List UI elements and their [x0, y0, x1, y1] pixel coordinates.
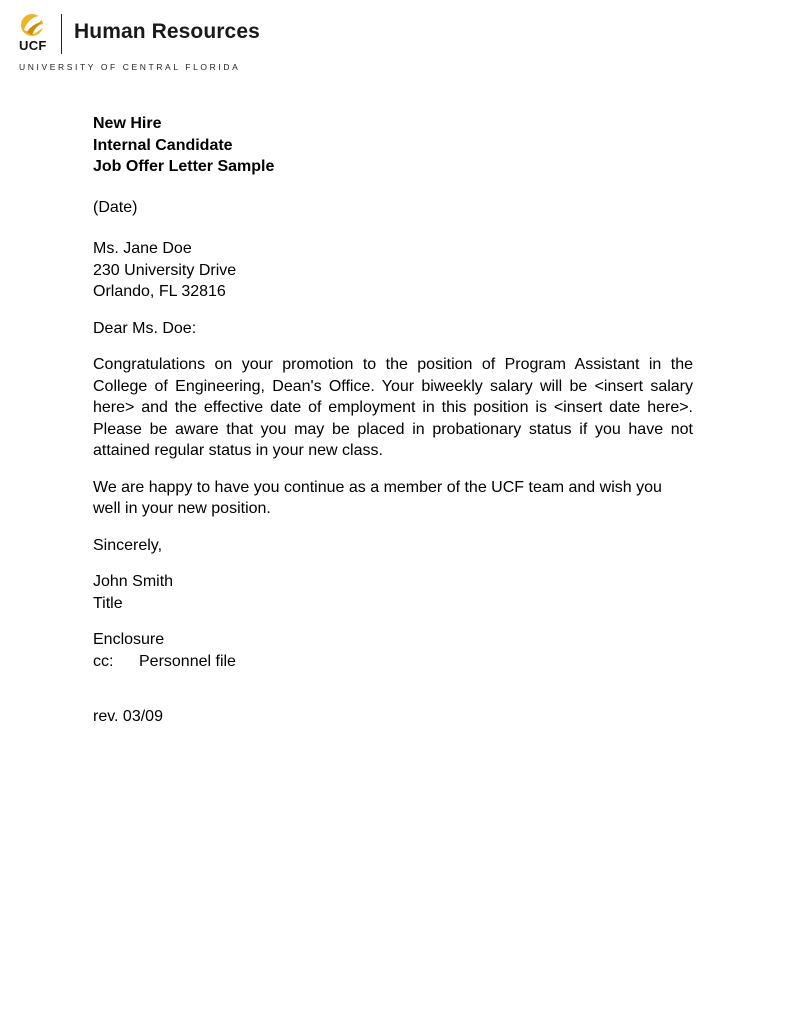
- department-name: Human Resources: [74, 20, 260, 43]
- salutation: Dear Ms. Doe:: [93, 319, 197, 337]
- recipient-address: [93, 238, 693, 303]
- body-paragraph-2: We are happy to have you continue as a member of the UCF team and wish you well in your new position.: [93, 478, 662, 517]
- recipient-street: 230 University Drive: [93, 261, 237, 279]
- cc-value: Personnel file: [139, 652, 236, 670]
- university-name: UNIVERSITY OF CENTRAL FLORIDA: [19, 62, 241, 72]
- cc-label: cc:: [93, 652, 114, 670]
- enclosure-line: Enclosure: [93, 631, 165, 648]
- logo-abbreviation: UCF: [19, 38, 47, 53]
- letterhead: [0, 0, 790, 80]
- recipient-name: Ms. Jane Doe: [93, 240, 192, 257]
- signer-title: Title: [93, 594, 123, 612]
- logo-divider: [61, 14, 62, 54]
- enclosure-block: [93, 629, 693, 672]
- heading-new-hire: New Hire: [93, 115, 162, 132]
- heading-internal-candidate: Internal Candidate: [93, 136, 233, 154]
- letter-body: [93, 113, 693, 728]
- body-paragraph-1: Congratulations on your promotion to the position of Program Assistant in the College of Engineering, Dean's Office. Your biweekly salary will be <insert salary here> and the effective date of employment in this position is <insert date here>. Please be aware that you may be placed in probationary status if you have not attained regular status in your new class.: [93, 356, 693, 459]
- revision-note: rev. 03/09: [93, 708, 163, 725]
- closing: Sincerely,: [93, 536, 163, 554]
- letter-heading: [93, 113, 693, 178]
- signer-block: [93, 571, 693, 614]
- date-placeholder: (Date): [93, 198, 138, 216]
- heading-job-offer-letter-sample: Job Offer Letter Sample: [93, 158, 275, 175]
- cc-line: [93, 651, 693, 673]
- recipient-city-state-zip: Orlando, FL 32816: [93, 283, 226, 300]
- signer-name: John Smith: [93, 573, 174, 590]
